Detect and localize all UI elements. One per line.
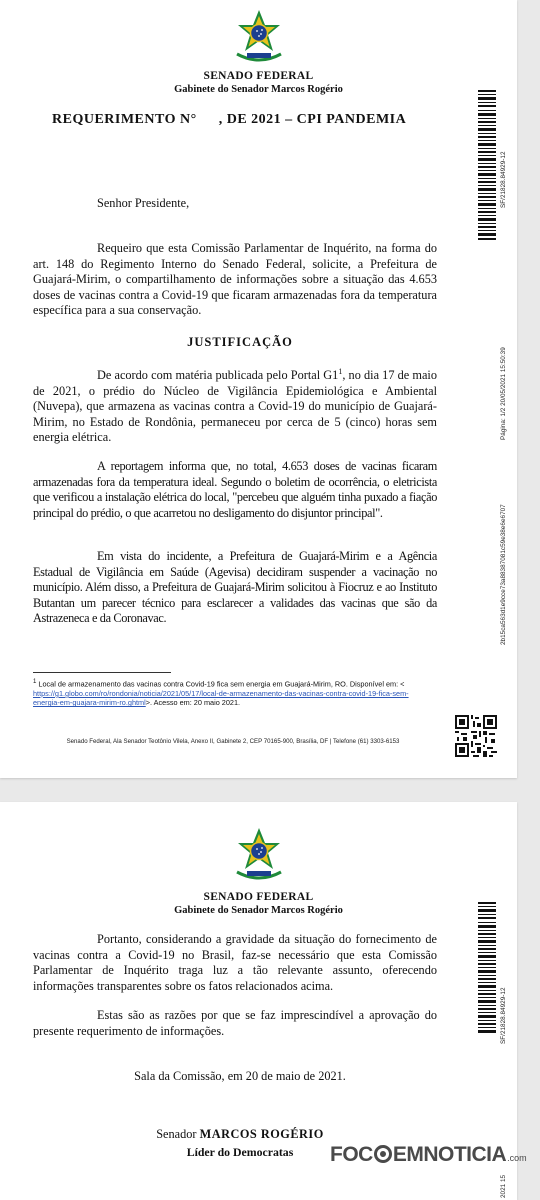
footnote-ref: 1	[338, 367, 343, 376]
conclusion-paragraph-2: Estas são as razões por que se faz imprescindível a aprovação do presente requerimento de informações.	[33, 1008, 437, 1038]
watermark-o-icon	[374, 1145, 392, 1163]
footer-address: Senado Federal, Ala Senador Teotônio Vilela, Anexo II, Gabinete 2, CEP 70165-900, Brasília, DF | Telefone (61) 3303-6153	[66, 738, 400, 745]
footnote-link[interactable]: https://g1.globo.com/ro/rondonia/noticia/2021/05/17/local-de-armazenamento-das-vacinas-contra-covid-19-fica-sem-energia-em-guajara-mirim-ro.ghtml	[33, 688, 409, 708]
page-date-vertical: Página: 1/2 20/05/2021 15:50:39	[500, 347, 507, 440]
hash-vertical: 2b15ca563d1e9cce73a88387081c59e38e6e6707	[500, 504, 507, 645]
signer-role: Líder do Democratas	[186, 1145, 294, 1159]
footnote	[33, 677, 433, 708]
title-part-2: , DE 2021 – CPI PANDEMIA	[218, 112, 407, 127]
document-code-vertical: SF/21828.84929-12	[500, 151, 507, 208]
just-p1-end: , no dia 17 de maio de 2021, o prédio do Núcleo de Vigilância Epidemiológica e Ambiental (Nuvepa), que armazena as vacinas contra a Covid-19 do município de Guajará-Mirim, no Estado de Rondônia, permaneceu por cerca de 5 (cinco) horas sem energia elétrica.	[33, 368, 437, 445]
office-subtitle: Gabinete do Senador Marcos Rogério	[174, 84, 343, 95]
document-code-vertical: SF/21828.84929-12	[500, 987, 507, 1044]
barcode-icon	[478, 90, 496, 240]
document-page-2	[0, 802, 517, 1200]
footnote-access: >. Acesso em: 20 maio 2021.	[145, 698, 241, 708]
senate-title: SENADO FEDERAL	[203, 70, 314, 82]
salutation: Senhor Presidente,	[97, 196, 190, 210]
senate-title: SENADO FEDERAL	[203, 891, 314, 903]
signer-title: Senador	[156, 1127, 200, 1141]
request-paragraph: Requeiro que esta Comissão Parlamentar de Inquérito, na forma do art. 148 do Regimento Interno do Senado Federal, solicite, a Prefeitura de Guajará-Mirim, o compartilhamento de informações sobre a situação das 4.653 doses de vacinas contra a Covid-19 que ficaram armazenadas fora da temperatura específica para a sua conservação.	[33, 241, 437, 318]
justification-heading: JUSTIFICAÇÃO	[187, 335, 293, 349]
watermark-part-2: EMNOTICIA	[392, 1143, 507, 1166]
document-title	[52, 112, 406, 128]
coat-of-arms-icon	[229, 826, 289, 882]
closing-place-date: Sala da Comissão, em 20 de maio de 2021.	[134, 1069, 346, 1083]
title-part-1: REQUERIMENTO N°	[52, 112, 197, 127]
justification-paragraph-3: Em vista do incidente, a Prefeitura de Guajará-Mirim e a Agência Estadual de Vigilância em Saúde (Agevisa) decidiram suspender a vacinação no município. Além disso, a Prefeitura de Guajará-Mirim solicitou à Fiocruz e ao Instituto Butantan um parecer técnico para esclarecer a validades das vacinas que são da Astrazeneca e da Coronavac.	[33, 549, 437, 626]
footnote-number: 1	[33, 678, 37, 685]
signer-name	[0, 1127, 517, 1142]
conclusion-paragraph-1: Portanto, considerando a gravidade da situação do fornecimento de vacinas contra a Covid-19 no Brasil, faz-se necessário que esta Comissão Parlamentar de Inquérito traga luz a tão relevante assunto, oferecendo informações transparentes sobre os fatos relacionados acima.	[33, 932, 437, 993]
site-watermark	[330, 1143, 527, 1171]
qr-code-icon	[455, 715, 497, 757]
footnote-divider	[33, 672, 171, 673]
signer-surname: MARCOS ROGÉRIO	[199, 1127, 324, 1141]
office-subtitle: Gabinete do Senador Marcos Rogério	[174, 905, 343, 916]
watermark-suffix: .com	[507, 1153, 527, 1163]
watermark-part-1: FOC	[330, 1143, 373, 1166]
date-partial-vertical: 2021 15	[500, 1174, 507, 1198]
justification-paragraph-2: A reportagem informa que, no total, 4.653 doses de vacinas ficaram armazenadas fora da temperatura ideal. Segundo o boletim de ocorrência, o eletricista que verificou a instalação elétrica do local, "percebeu que alguém tinha puxado a fiação principal do prédio, o que acarretou no desligamento do disjuntor principal".	[33, 459, 437, 520]
coat-of-arms-icon	[229, 8, 289, 64]
justification-paragraph-1	[33, 364, 437, 446]
footnote-text: Local de armazenamento das vacinas contra Covid-19 fica sem energia em Guajará-Mirim, RO. Disponível em: <	[36, 679, 405, 689]
just-p1-start: De acordo com matéria publicada pelo Portal G1	[97, 368, 339, 383]
barcode-icon	[478, 902, 496, 1034]
